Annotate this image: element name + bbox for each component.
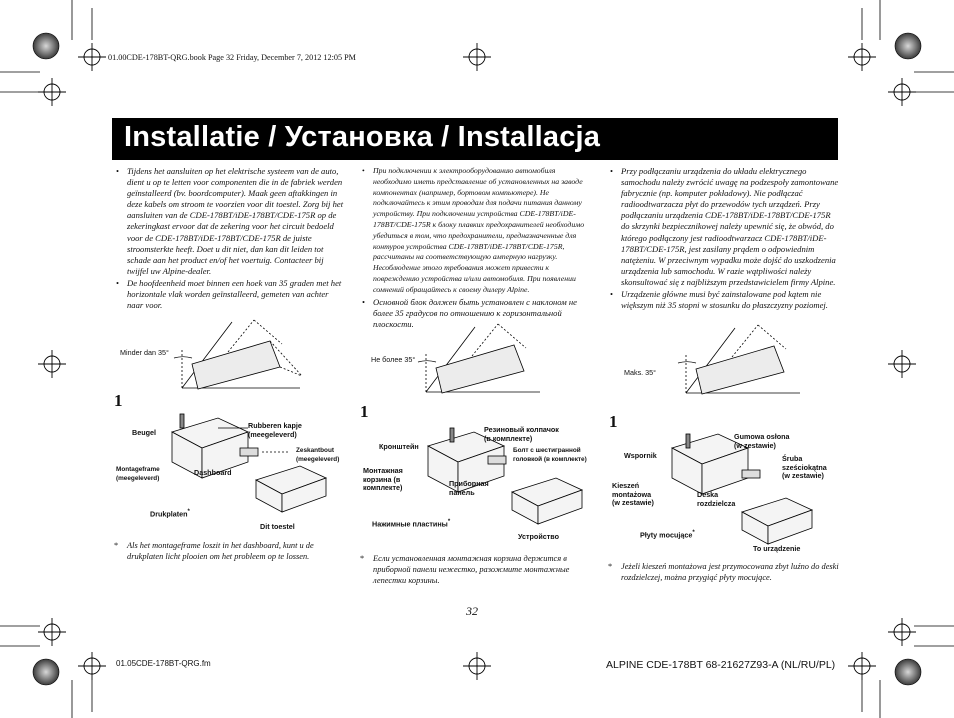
target-mark-tr2 [888, 78, 916, 106]
title-bar [112, 118, 838, 160]
column-nl [114, 166, 346, 312]
angle-label-ru: Не более 35° [371, 355, 416, 364]
column-pl [608, 166, 840, 312]
angle-label-nl: Minder dan 35° [120, 348, 169, 357]
target-mark-bl [38, 618, 66, 646]
label-plates-nl-text: Drukplaten [150, 509, 188, 519]
bullet-list-pl [608, 166, 840, 311]
target-mark-tl [78, 43, 106, 71]
bullet-list-nl [114, 166, 346, 311]
angle-diagrams [174, 320, 800, 394]
step-number-nl: 1 [114, 391, 123, 410]
label-plates-pl-asterisk: * [692, 530, 695, 536]
footnote-text-nl: Als het montageframe loszit in het dashboard, kunt u de drukplaten licht plooien om het probleem op te lossen. [127, 541, 314, 561]
label-hex-bolt-ru: Болт с шестигранной головкой (в комплекте) [513, 447, 587, 463]
target-mark-tl2 [38, 78, 66, 106]
angle-diagram-ru [418, 324, 540, 393]
label-plates-pl [640, 529, 695, 540]
label-dashboard-ru: Приборная панель [449, 479, 489, 497]
target-mark-mr [888, 350, 916, 378]
footer-file-name: 01.05CDE-178BT-QRG.fm [116, 659, 211, 668]
label-device-ru: Устройство [518, 532, 559, 541]
target-mark-tr [848, 43, 876, 71]
dial-br [895, 659, 921, 685]
angle-diagram-nl [174, 320, 302, 389]
dial-tr [895, 33, 921, 59]
bullet-nl-2: • De hoofdeenheid moet binnen een hoek van 35 graden met het horizontale vlak worden geïnstalleerd, gemeten van achter naar voor. [114, 278, 346, 311]
label-rubber-cap-ru: Резиновый колпачок (в комплекте) [484, 425, 559, 443]
footnote-asterisk-ru: * [360, 554, 365, 563]
footnote-text-pl: Jeżeli kieszeń montażowa jest przymocowana zbyt luźno do deski rozdzielczej, można przygiąć płyty mocujące. [621, 562, 839, 582]
label-bracket-nl: Beugel [132, 428, 156, 437]
angle-label-pl: Maks. 35° [624, 368, 657, 377]
bullet-pl-2: • Urządzenie główne musi być zainstalowane pod kątem nie większym niż 35 stopni w stosunku do płaszczyzny poziomej. [608, 289, 840, 311]
page-title: Installatie / Установка / Installacja [124, 121, 601, 153]
footnote-asterisk-nl: * [114, 541, 119, 550]
bullet-list-ru [360, 166, 592, 330]
bullet-ru-1: • При подключении к электрооборудованию автомобиля необходимо иметь представление об установленных на заводе компонентах (например, бортовом компьютере). Не подключайтесь к этим проводам для подачи питания данному устройству. При подключении устройства CDE-178BT/iDE-178BT/CDE-175R к блоку плавких предохранителей необходимо убедиться в том, что предохранители, предназначенные для контуров устройства CDE-178BT/iDE-178BT/CDE-175R, рассчитаны на соответствующую амперную нагрузку. Несоблюдение этого требования может привести к повреждению устройства и/или автомобиля. При появлении сомнений обращайтесь к своему дилеру Alpine. [360, 166, 592, 296]
dial-bl [33, 659, 59, 685]
label-rubber-cap-pl: Gumowa osłona (w zestawie) [734, 432, 790, 450]
target-mark-br2 [888, 618, 916, 646]
step-number-pl: 1 [609, 412, 618, 431]
footer-model-code: ALPINE CDE-178BT 68-21627Z93-A (NL/RU/PL) [606, 659, 836, 671]
step-number-ru: 1 [360, 402, 369, 421]
label-dashboard-pl: Deska rozdzielcza [697, 490, 736, 508]
file-info-line: 01.00CDE-178BT-QRG.book Page 32 Friday, December 7, 2012 12:05 PM [108, 53, 356, 62]
label-bracket-pl: Wspornik [624, 451, 657, 460]
install-diagram-pl [672, 434, 812, 544]
target-mark-ml [38, 350, 66, 378]
target-mark-tc [463, 43, 491, 71]
footnote-ru [360, 553, 592, 586]
column-ru [360, 166, 592, 331]
bullet-nl-1: • Tijdens het aansluiten op het elektrische systeem van de auto, dient u op te letten voor componenten die in de fabriek werden geïnstalleerd (bv. boordcomputer). Maak geen aftakkingen in deze kabels om stroom te voorzien voor dit toestel. Zorg bij het aansluiten van de CDE-178BT/iDE-178BT/CDE-175R op de zekeringkast ervoor dat de zekering voor het circuit bedoeld voor de CDE-178BT/iDE-178BT/CDE-175R de juiste stroomsterkte heeft. Doet u dit niet, dan kan dit leiden tot schade aan het product en/of het voertuig. Contacteer bij twijfel uw Alpine-dealer. [114, 166, 346, 277]
label-bracket-ru: Кронштейн [379, 442, 419, 451]
footnote-pl [608, 561, 840, 583]
footnote-nl [114, 540, 346, 562]
angle-diagram-pl [678, 325, 800, 394]
label-rubber-cap-nl: Rubberen kapje (meegeleverd) [248, 421, 302, 439]
label-mounting-frame-pl: Kieszeń montażowa (w zestawie) [612, 481, 654, 508]
label-device-pl: To urządzenie [753, 544, 801, 553]
label-plates-ru-asterisk: * [447, 519, 451, 525]
label-mounting-frame-nl: Montageframe (meegeleverd) [116, 466, 160, 482]
label-plates-ru [372, 518, 450, 529]
target-mark-br [848, 652, 876, 680]
label-mounting-frame-ru: Монтажная корзина (в комплекте) [363, 466, 403, 493]
target-mark-bc [463, 652, 491, 680]
label-device-nl: Dit toestel [260, 522, 295, 531]
bullet-pl-1: • Przy podłączaniu urządzenia do układu elektrycznego samochodu należy zwrócić uwagę na podzespoły zamontowane fabrycznie (np. komputer pokładowy). Nie podłączać radioodtwarzacza płyt do przewodów tych urządzeń. Przy podłączaniu urządzenia CDE-178BT/iDE-178BT/CDE-175R do skrzynki bezpiecznikowej należy upewnić się, że obwód, do którego podłączony jest radioodtwarzacz CDE-178BT/iDE-178BT/CDE-175R, jest zasilany prądem o odpowiednim natężeniu. W przeciwnym wypadku może dojść do uszkodzenia urządzenia lub samochodu. W razie wątpliwości należy skonsultować się z najbliższym przedstawicielem firmy Alpine. [608, 166, 840, 288]
bullet-ru-2: • Основной блок должен быть установлен с наклоном не более 35 градусов по отношению к горизонтальной плоскости. [360, 297, 592, 330]
label-dashboard-nl: Dashboard [194, 468, 232, 477]
page-number: 32 [466, 604, 478, 618]
footnote-text-ru: Если установленная монтажная корзина держится в приборной панели нежестко, разожмите монтажные лепестки корзины. [373, 554, 570, 585]
label-plates-ru-text: Нажимные пластины [372, 519, 448, 529]
target-mark-bl2 [78, 652, 106, 680]
label-hex-bolt-pl: Śruba sześciokątna (w zestawie) [782, 454, 827, 481]
footnote-asterisk-pl: * [608, 562, 613, 571]
dial-tl [33, 33, 59, 59]
label-plates-nl-asterisk: * [187, 509, 190, 515]
label-plates-pl-text: Płyty mocujące [640, 530, 693, 540]
label-hex-bolt-nl: Zeskantbout (meegeleverd) [296, 447, 340, 463]
label-plates-nl [150, 508, 190, 519]
